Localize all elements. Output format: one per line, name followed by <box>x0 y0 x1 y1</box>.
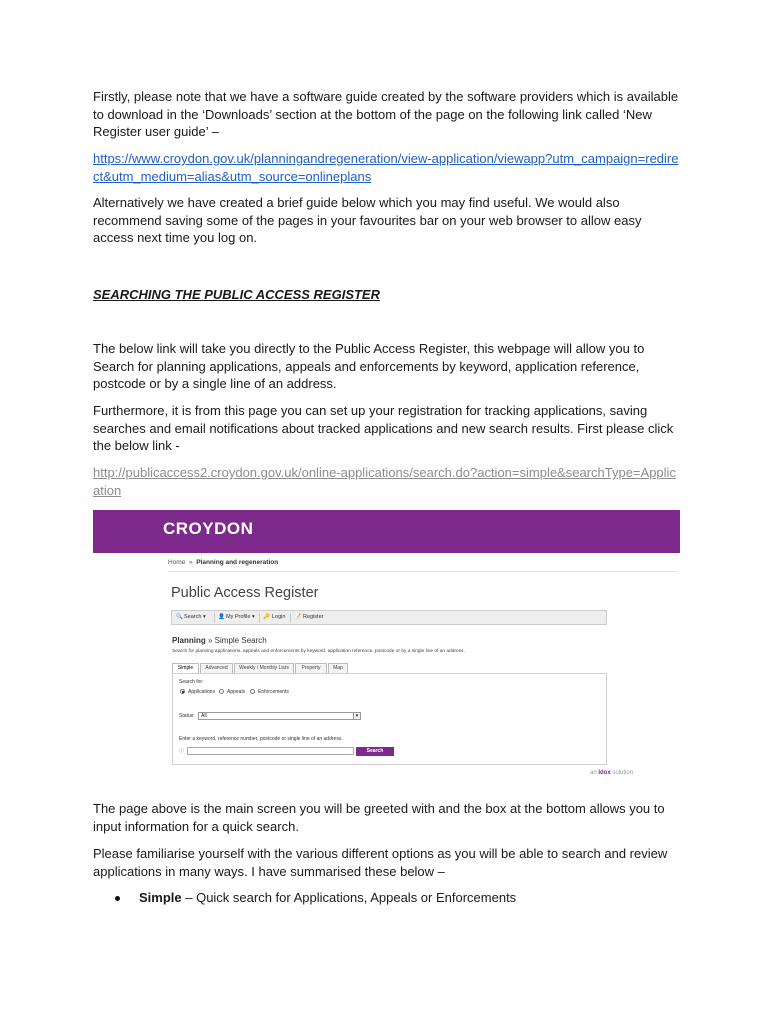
croydon-logo: CROYDON <box>163 519 254 538</box>
planning-description: Search for planning applications, appeals and enforcements by keyword, application reference, postcode or by a single line of an address. <box>172 649 465 654</box>
login-icon: 🔑 <box>263 614 270 620</box>
breadcrumb-current[interactable]: Planning and regeneration <box>196 559 279 566</box>
chevron-down-icon[interactable]: ▾ <box>353 712 361 720</box>
radio-applications[interactable] <box>180 689 185 694</box>
toolbar-separator <box>214 613 215 623</box>
options-list <box>93 889 516 907</box>
register-icon: 📝 <box>294 614 301 620</box>
familiarise-paragraph: Please familiarise yourself with the various different options as you will be able to search and review applications in many ways. I have summarised these below – <box>93 846 668 879</box>
radio-applications-label: Applications <box>188 689 215 695</box>
keyword-label: Enter a keyword, reference number, postcode or single line of an address. <box>179 736 343 742</box>
intro-paragraph: Firstly, please note that we have a software guide created by the software providers which is available to download in the ‘Downloads’ section at the bottom of the page on the following link called ‘New Register user guide’ – <box>93 89 679 140</box>
planning-subtitle: » Simple Search <box>205 636 267 645</box>
radio-appeals-label: Appeals <box>227 689 246 695</box>
tab-weekly-monthly-lists[interactable]: Weekly / Monthly Lists <box>234 663 294 673</box>
section-heading: SEARCHING THE PUBLIC ACCESS REGISTER <box>93 287 380 302</box>
register-intro-paragraph: The below link will take you directly to the Public Access Register, this webpage will allow you to Search for planning applications, appeals and enforcements by keyword, application reference, postcode or by a single line of an address. <box>93 341 645 392</box>
search-button[interactable]: Search <box>356 747 394 756</box>
idox-logo-suffix: solution <box>610 770 634 776</box>
page-title: Public Access Register <box>171 585 319 601</box>
tab-simple[interactable]: Simple <box>172 663 199 673</box>
radio-appeals[interactable] <box>219 689 224 694</box>
status-select[interactable] <box>198 712 361 720</box>
search-for-label: Search for: <box>179 679 204 685</box>
list-item <box>93 889 516 907</box>
option-description: – Quick search for Applications, Appeals or Enforcements <box>181 890 517 905</box>
planning-heading <box>172 636 267 645</box>
idox-logo <box>590 770 633 776</box>
idox-logo-brand: Idox <box>598 770 611 776</box>
idox-logo-prefix: an <box>590 770 599 776</box>
breadcrumb-home[interactable]: Home <box>168 559 186 566</box>
breadcrumb-separator: » <box>188 559 193 566</box>
register-screenshot <box>93 510 680 785</box>
tab-advanced[interactable]: Advanced <box>200 663 233 673</box>
keyword-search-input[interactable] <box>187 747 354 755</box>
tab-map[interactable]: Map <box>328 663 348 673</box>
toolbar-separator <box>290 613 291 623</box>
user-guide-link-wrap <box>93 150 683 185</box>
bullet-icon <box>115 896 120 901</box>
breadcrumb <box>168 559 278 566</box>
search-menu[interactable]: Search ▾ <box>184 614 206 620</box>
my-profile-menu[interactable]: My Profile ▾ <box>226 614 255 620</box>
main-screen-paragraph: The page above is the main screen you will be greeted with and the box at the bottom allows you to input information for a quick search. <box>93 801 665 834</box>
search-icon: 🔍 <box>176 614 183 620</box>
simple-search-panel <box>172 673 607 765</box>
login-button[interactable]: Login <box>272 614 286 620</box>
alternative-paragraph: Alternatively we have created a brief guide below which you may find useful. We would also recommend saving some of the pages in your favourites bar on your web browser to allow easy access next time you log on. <box>93 195 642 246</box>
croydon-banner <box>93 510 680 553</box>
help-icon[interactable]: ⓘ <box>179 748 185 754</box>
radio-enforcements[interactable] <box>250 689 255 694</box>
public-access-link[interactable]: http://publicaccess2.croydon.gov.uk/online-applications/search.do?action=simple&searchType=Application <box>93 465 676 498</box>
radio-enforcements-label: Enforcements <box>258 689 289 695</box>
planning-label: Planning <box>172 636 206 645</box>
option-term: Simple <box>139 890 182 905</box>
status-value: All <box>201 713 207 719</box>
status-label: Status: <box>179 713 195 719</box>
profile-icon: 👤 <box>218 614 225 620</box>
user-guide-link[interactable]: https://www.croydon.gov.uk/planningandregeneration/view-application/viewapp?utm_campaign=redirect&utm_medium=alias&utm_source=onlineplans <box>93 151 679 184</box>
tab-property[interactable]: Property <box>295 663 327 673</box>
toolbar-separator <box>259 613 260 623</box>
public-access-link-wrap <box>93 464 683 499</box>
register-button[interactable]: Register <box>303 614 324 620</box>
divider <box>168 571 678 572</box>
registration-paragraph: Furthermore, it is from this page you can set up your registration for tracking applications, saving searches and email notifications about tracked applications and new search results. First please click the below link - <box>93 403 674 454</box>
toolbar <box>171 610 607 625</box>
